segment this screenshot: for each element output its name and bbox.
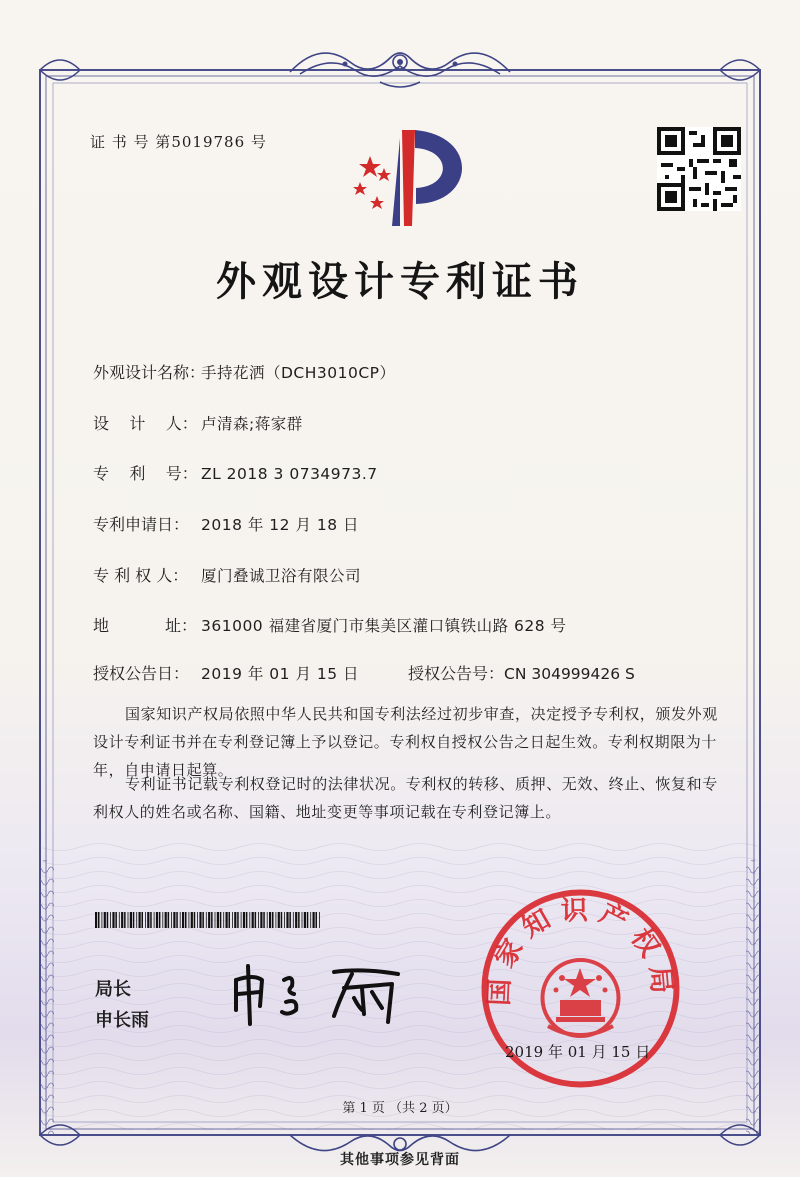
field-patentee (93, 563, 361, 586)
field-filing-date (93, 512, 359, 535)
legal-paragraph-2: 专利证书记载专利权登记时的法律状况。专利权的转移、质押、无效、终止、恢复和专利权人的姓名或名称、国籍、地址变更等事项记载在专利登记簿上。 (93, 775, 718, 821)
footer-note: 其他事项参见背面 (340, 1152, 460, 1168)
field-grant-number (408, 661, 635, 684)
field-value: 手持花洒（DCH3010CP） (201, 364, 396, 382)
certificate-number-suffix: 号 (250, 133, 267, 151)
qr-code-icon (657, 127, 741, 211)
field-value: 卢清森;蒋家群 (201, 415, 303, 433)
field-label: 授权公告日： (93, 664, 190, 683)
patent-office-emblem-icon (340, 128, 470, 228)
seal-date: 2019 年 01 月 15 日 (505, 1043, 651, 1061)
field-label: 专 利 权 人： (93, 566, 189, 585)
certificate-number (90, 131, 267, 152)
field-label: 专利申请日： (93, 515, 190, 534)
field-label: 设 计 人： (93, 414, 198, 433)
field-label: 专 利 号： (93, 464, 198, 483)
field-label: 地 址： (93, 616, 197, 635)
legal-paragraph-1: 国家知识产权局依照中华人民共和国专利法经过初步审查，决定授予专利权，颁发外观设计专利证书并在专利登记簿上予以登记。专利权自授权公告之日起生效。专利权期限为十年，自申请日起算。 (93, 705, 718, 779)
field-value: 2019 年 01 月 15 日 (201, 665, 360, 683)
field-address (93, 613, 567, 636)
seal-text: 国家知识产权局 (483, 895, 678, 1007)
field-value: 2018 年 12 月 18 日 (201, 516, 360, 534)
field-designers (93, 411, 303, 434)
certificate-title: 外观设计专利证书 (216, 258, 584, 305)
barcode-icon (95, 912, 320, 928)
director-title: 局长 (95, 979, 131, 1000)
certificate-number-value: 5019786 (171, 133, 246, 151)
field-label: 外观设计名称： (93, 363, 206, 382)
field-value: 361000 福建省厦门市集美区灌口镇铁山路 628 号 (201, 617, 567, 635)
field-value: CN 304999426 S (504, 665, 635, 683)
certificate-number-label: 证 书 号 第 (90, 133, 172, 151)
field-value: ZL 2018 3 0734973.7 (201, 465, 378, 483)
field-patent-number (93, 461, 378, 484)
handwritten-signature-icon (222, 958, 412, 1028)
director-name: 申长雨 (95, 1010, 149, 1031)
page-number: 第 1 页 （共 2 页） (342, 1101, 458, 1116)
field-grant-date (93, 661, 359, 684)
field-value: 厦门叠诚卫浴有限公司 (201, 567, 362, 585)
field-label: 授权公告号： (408, 664, 505, 683)
field-design-name (93, 360, 396, 383)
